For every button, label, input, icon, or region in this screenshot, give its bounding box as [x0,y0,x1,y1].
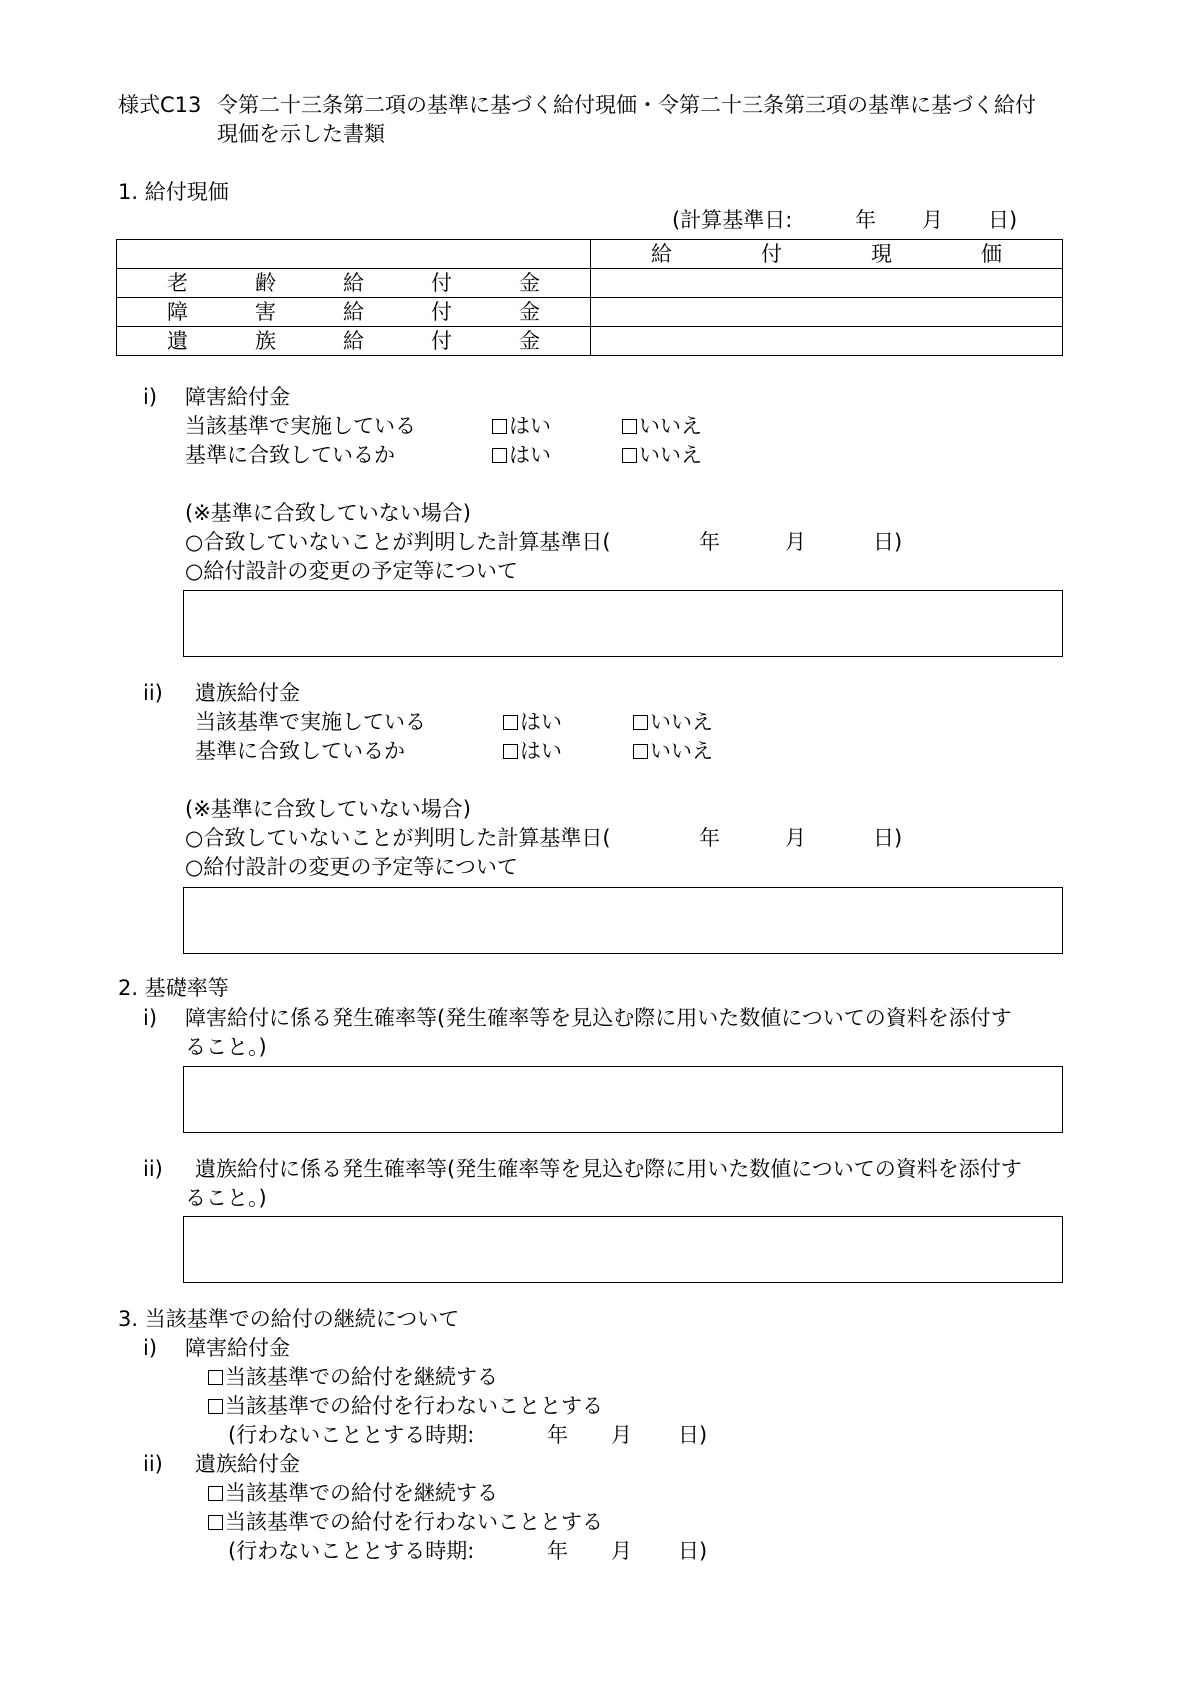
header-benefit-value: 給 付 現 価 [591,240,1063,269]
block2-q1-yes[interactable]: はい [503,712,562,733]
checkbox-icon[interactable] [208,1399,223,1414]
form-number: 様式C13 [118,93,202,117]
block2-month: 月 [785,826,806,850]
rate2-line1: 遺族給付に係る発生確率等(発生確率等を見込む際に用いた数値についての資料を添付す [195,1157,1022,1181]
row-label-old-age: 老 齢 給 付 金 [117,269,591,298]
cont1-option-continue[interactable]: 当該基準での給付を継続する [208,1367,498,1388]
checkbox-icon[interactable] [633,744,648,759]
block1-marker: i) [143,385,158,409]
block1-q2-no[interactable]: いいえ [622,445,702,466]
block2-q2-yes[interactable]: はい [503,741,562,762]
block1-q2-yes[interactable]: はい [492,445,551,466]
block2-q1-no[interactable]: いいえ [633,712,713,733]
rate1-line1: 障害給付に係る発生確率等(発生確率等を見込む際に用いた数値についての資料を添付す [185,1006,1012,1030]
block1-note: (※基準に合致していない場合) [185,501,471,525]
checkbox-icon[interactable] [503,744,518,759]
checkbox-icon[interactable] [622,448,637,463]
block1-title: 障害給付金 [185,385,290,409]
rate1-marker: i) [143,1006,158,1030]
benefit-value-table [116,239,1063,356]
table-row [117,327,1063,356]
block1-day: 日) [873,530,903,554]
document-title-line2: 現価を示した書類 [217,122,385,146]
block2-year: 年 [699,826,720,850]
block1-q1-yes[interactable]: はい [492,416,551,437]
section1-heading: 1. 給付現価 [118,180,229,204]
cont2-title: 遺族給付金 [195,1452,300,1476]
checkbox-icon[interactable] [503,715,518,730]
block2-change-label: ○給付設計の変更の予定等について [185,855,518,879]
document-title-line1: 令第二十三条第二項の基準に基づく給付現価・令第二十三条第三項の基準に基づく給付 [217,93,1036,117]
cont2-day: 日) [678,1539,708,1563]
cont2-marker: ii) [143,1452,163,1476]
block2-title: 遺族給付金 [195,681,300,705]
block1-q1-label: 当該基準で実施している [185,414,416,438]
checkbox-icon[interactable] [622,419,637,434]
cont2-month: 月 [611,1539,632,1563]
table-row [117,269,1063,298]
block1-change-label: ○給付設計の変更の予定等について [185,559,518,583]
section3-heading: 3. 当該基準での給付の継続について [118,1307,460,1331]
cont1-year: 年 [547,1423,568,1447]
calc-date-day: 日) [988,208,1018,232]
rate2-input[interactable] [183,1216,1063,1283]
block2-day: 日) [873,826,903,850]
checkbox-icon[interactable] [208,1515,223,1530]
checkbox-icon[interactable] [208,1370,223,1385]
cont1-day: 日) [678,1423,708,1447]
value-old-age[interactable] [591,269,1063,298]
value-disability[interactable] [591,298,1063,327]
block2-change-input[interactable] [183,887,1063,954]
section2-heading: 2. 基礎率等 [118,976,229,1000]
calc-date-month: 月 [922,208,943,232]
checkbox-icon[interactable] [208,1486,223,1501]
block1-date-label: ○合致していないことが判明した計算基準日( [185,530,611,554]
cont1-month: 月 [611,1423,632,1447]
block1-year: 年 [699,530,720,554]
cont2-option-stop[interactable]: 当該基準での給付を行わないこととする [208,1512,603,1533]
rate1-line2: ること。) [185,1035,267,1059]
cont1-marker: i) [143,1336,158,1360]
block2-q2-label: 基準に合致しているか [195,739,405,763]
cont1-option-stop[interactable]: 当該基準での給付を行わないこととする [208,1396,603,1417]
block1-change-input[interactable] [183,590,1063,657]
calc-date-year: 年 [855,208,876,232]
cont2-option-continue[interactable]: 当該基準での給付を継続する [208,1483,498,1504]
row-label-disability: 障 害 給 付 金 [117,298,591,327]
block2-marker: ii) [143,681,163,705]
block2-q1-label: 当該基準で実施している [195,710,426,734]
calc-date-prefix: (計算基準日: [672,208,793,232]
block1-q2-label: 基準に合致しているか [185,443,395,467]
block2-q2-no[interactable]: いいえ [633,741,713,762]
table-header-row [117,240,1063,269]
block1-q1-no[interactable]: いいえ [622,416,702,437]
checkbox-icon[interactable] [492,448,507,463]
block2-note: (※基準に合致していない場合) [185,797,471,821]
checkbox-icon[interactable] [633,715,648,730]
row-label-survivor: 遺 族 給 付 金 [117,327,591,356]
cont2-timing-prefix: (行わないこととする時期: [228,1539,475,1563]
block1-month: 月 [785,530,806,554]
table-row [117,298,1063,327]
value-survivor[interactable] [591,327,1063,356]
cont1-title: 障害給付金 [185,1336,290,1360]
block2-date-label: ○合致していないことが判明した計算基準日( [185,826,611,850]
rate2-marker: ii) [143,1157,163,1181]
rate1-input[interactable] [183,1066,1063,1133]
checkbox-icon[interactable] [492,419,507,434]
cont2-year: 年 [547,1539,568,1563]
rate2-line2: ること。) [185,1186,267,1210]
cont1-timing-prefix: (行わないこととする時期: [228,1423,475,1447]
